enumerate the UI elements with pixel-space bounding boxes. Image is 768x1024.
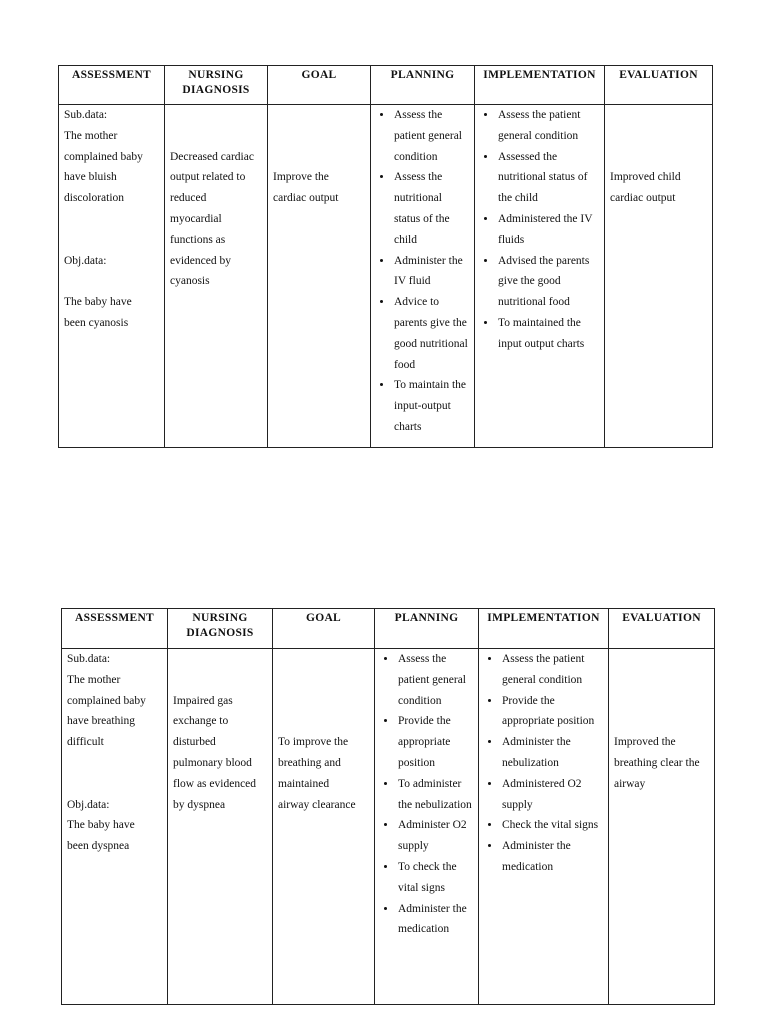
body-row <box>62 649 715 1005</box>
header-planning: PLANNING <box>375 609 479 649</box>
assessment-text: Sub.data: The mother complained baby have breathing difficult Obj.data: The baby have been dyspnea <box>67 653 146 853</box>
list-item: • Administer the medication <box>397 899 473 941</box>
implementation-list <box>484 649 603 878</box>
header-nursing-diagnosis: NURSING DIAGNOSIS <box>168 609 273 649</box>
goal-text: To improve the breathing and maintained airway clearance <box>278 736 356 811</box>
diagnosis-cell <box>165 105 268 448</box>
care-plan-table-2 <box>61 608 715 1005</box>
list-item: • Administer the medication <box>501 836 603 878</box>
header-row <box>62 609 715 649</box>
planning-cell <box>371 105 475 448</box>
diagnosis-text: Impaired gas exchange to disturbed pulmonary blood flow as evidenced by dyspnea <box>173 694 257 811</box>
list-item: • Check the vital signs <box>501 815 603 836</box>
list-item: • Administered the IV fluids <box>497 209 599 251</box>
evaluation-text: Improved the breathing clear the airway <box>614 736 700 790</box>
diagnosis-text: Decreased cardiac output related to reduced myocardial functions as evidenced by cyanosis <box>170 150 254 288</box>
list-item: • Assess the patient general condition <box>393 105 469 167</box>
planning-list <box>380 649 473 940</box>
header-goal: GOAL <box>268 66 371 105</box>
header-evaluation: EVALUATION <box>605 66 713 105</box>
goal-text: Improve the cardiac output <box>273 171 339 205</box>
list-item: • Provide the appropriate position <box>397 711 473 773</box>
list-item: • Provide the appropriate position <box>501 691 603 733</box>
planning-list <box>376 105 469 438</box>
implementation-cell <box>475 105 605 448</box>
list-item: • Assess the patient general condition <box>497 105 599 147</box>
goal-cell <box>273 649 375 1005</box>
header-row <box>59 66 713 105</box>
header-nursing-diagnosis: NURSING DIAGNOSIS <box>165 66 268 105</box>
implementation-cell <box>479 649 609 1005</box>
care-plan-table-1 <box>58 65 713 448</box>
goal-cell <box>268 105 371 448</box>
header-planning: PLANNING <box>371 66 475 105</box>
evaluation-cell <box>605 105 713 448</box>
body-row <box>59 105 713 448</box>
list-item: • Assess the patient general condition <box>501 649 603 691</box>
list-item: • Administer the IV fluid <box>393 251 469 293</box>
list-item: • To maintain the input-output charts <box>393 375 469 437</box>
list-item: • Administered O2 supply <box>501 774 603 816</box>
header-goal: GOAL <box>273 609 375 649</box>
list-item: • To maintained the input output charts <box>497 313 599 355</box>
header-implementation: IMPLEMENTATION <box>475 66 605 105</box>
list-item: • To check the vital signs <box>397 857 473 899</box>
list-item: • Assessed the nutritional status of the child <box>497 147 599 209</box>
diagnosis-cell <box>168 649 273 1005</box>
implementation-list <box>480 105 599 355</box>
planning-cell <box>375 649 479 1005</box>
list-item: • Administer O2 supply <box>397 815 473 857</box>
assessment-text: Sub.data: The mother complained baby have bluish discoloration Obj.data: The baby have been cyanosis <box>64 109 143 329</box>
assessment-cell <box>62 649 168 1005</box>
header-implementation: IMPLEMENTATION <box>479 609 609 649</box>
header-assessment: ASSESSMENT <box>59 66 165 105</box>
list-item: • Assess the nutritional status of the child <box>393 167 469 250</box>
header-assessment: ASSESSMENT <box>62 609 168 649</box>
list-item: • Advised the parents give the good nutritional food <box>497 251 599 313</box>
list-item: • Assess the patient general condition <box>397 649 473 711</box>
list-item: • Advice to parents give the good nutritional food <box>393 292 469 375</box>
evaluation-text: Improved child cardiac output <box>610 171 681 205</box>
evaluation-cell <box>609 649 715 1005</box>
header-evaluation: EVALUATION <box>609 609 715 649</box>
assessment-cell <box>59 105 165 448</box>
list-item: • Administer the nebulization <box>501 732 603 774</box>
list-item: • To administer the nebulization <box>397 774 473 816</box>
